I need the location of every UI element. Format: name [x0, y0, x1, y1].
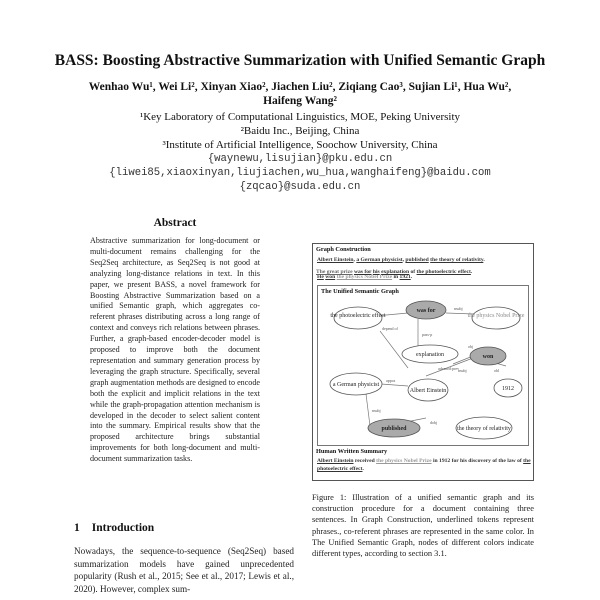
abstract-heading: Abstract — [153, 217, 197, 229]
abstract-text: Abstractive summarization for long-document or multi-document remains challenging for the Seq2Seq architecture, as Seq2Seq is not good at analyzing long-distance relations in text. In this paper, we present BASS, a novel framework for Boosting Abstractive Summarization based on a unified Semantic graph, which aggregates co-referent phrases distributing across a long range of context and conveys rich relations between phrases. Further, a graph-based encoder-decoder model is proposed to improve both the document representation and summary generation process by leveraging the graph structure. Specifically, several graph augmentation methods are designed to encode both the explicit and implicit relations in the text while the graph-propagation attention mechanism is developed in the decoder to select salient content into the summary. Empirical results show that the proposed architecture brings substantial improvements for both long-document and multi-document summarization tasks. — [90, 236, 260, 464]
text-fragment: . — [410, 274, 413, 280]
node-label: was for — [416, 308, 436, 314]
text-fragment: received — [353, 458, 377, 464]
text-fragment: in — [392, 274, 400, 280]
phrase-photoelectric-effect: the photoelectric effect — [416, 269, 471, 275]
introduction-text: Nowadays, the sequence-to-sequence (Seq2Seq) based summarization models have gained unprecedented popularity (Rush et al., 2015; See et al., 2017; Lewis et al., 2020). However, complex sum- — [74, 546, 294, 594]
node-label: 1912 — [502, 386, 514, 392]
section-heading-introduction — [74, 522, 166, 534]
phrase-nobel-prize: the physics Nobel Prize — [336, 274, 393, 280]
sentence-3 — [316, 268, 530, 276]
email-pku: {waynewu,lisujian}@pku.edu.cn — [207, 153, 393, 165]
phrase-won: won — [325, 274, 336, 280]
summary-phrase: the photoelectric effect — [317, 458, 531, 472]
edge-line — [380, 331, 408, 368]
node-label: the theory of relativity — [457, 426, 511, 432]
edge-label: nsubj — [454, 306, 463, 311]
author-list — [0, 80, 600, 108]
figure-caption: Figure 1: Illustration of a unified semantic graph and its construction procedure for a document containing three sentences. In Graph Construction, underlined tokens represent phrases., co-referent phrases are represented in the same color. In The Unified Semantic Graph, nodes of different colors indicate different types, according to section 3.1. — [312, 493, 534, 559]
human-summary-label: Human Written Summary — [316, 448, 388, 455]
node-label — [330, 312, 386, 319]
edge-label: obj — [468, 344, 474, 349]
sentence-1 — [317, 256, 531, 264]
edge-label: pass-p — [422, 332, 433, 337]
edge-line — [381, 384, 408, 386]
text-fragment: for his discovery of the law of — [450, 458, 524, 464]
node-label: won — [482, 354, 494, 360]
text-fragment: of — [409, 269, 417, 275]
phrase-explanation: explanation — [381, 269, 410, 275]
node-label: the physics Nobel Prize — [467, 313, 525, 319]
summary-phrase: the physics Nobel Prize — [376, 458, 432, 464]
phrase-great-prize: The great prize — [316, 269, 353, 275]
edge-label: advmod:prev — [438, 366, 460, 371]
edge-label: appos — [386, 378, 396, 383]
edge-label: depend of — [382, 326, 398, 331]
phrase-his: his — [372, 269, 380, 275]
text-fragment: , — [402, 257, 406, 263]
text-fragment: , — [353, 257, 357, 263]
text-fragment: in — [431, 458, 440, 464]
phrase-published: published — [405, 257, 429, 263]
node-label: explanation — [416, 352, 444, 358]
edge-label: nsubj — [458, 368, 467, 373]
section-title: Introduction — [91, 522, 155, 534]
unified-graph-label: The Unified Semantic Graph — [321, 288, 399, 295]
edge-label: dobj — [430, 420, 438, 425]
phrase-was-for: was for — [353, 269, 372, 275]
phrase-he: He — [317, 274, 324, 280]
human-summary — [317, 457, 531, 473]
email-suda: {zqcao}@suda.edu.cn — [239, 181, 361, 193]
affiliation-2: ²Baidu Inc., Beijing, China — [240, 125, 360, 137]
graph-construction-label: Graph Construction — [316, 246, 371, 253]
paper-title: BASS: Boosting Abstractive Summarization with Unified Semantic Graph — [54, 52, 546, 69]
figure-1 — [312, 243, 534, 481]
section-number: 1 — [74, 522, 80, 534]
phrase-1921: 1921 — [399, 274, 411, 280]
phrase-german-physicist: a German physicist — [356, 257, 403, 263]
phrase-albert-einstein: Albert Einstein — [317, 257, 354, 263]
node-text: the photoelectric effect — [330, 313, 386, 319]
email-baidu: {liwei85,xiaoxinyan,liujiachen,wu_hua,wanghaifeng}@baidu.com — [109, 167, 491, 179]
node-label: a German physicist — [332, 382, 380, 388]
text-fragment: . — [483, 257, 485, 263]
node-label: published — [381, 426, 407, 432]
phrase-theory-of-relativity: the theory of relativity — [430, 257, 484, 263]
affiliation-3: ³Institute of Artificial Intelligence, Soochow University, China — [162, 139, 438, 151]
edge-label: nsubj — [372, 408, 381, 413]
text-fragment: 1912 — [439, 458, 451, 464]
text-fragment: . — [362, 466, 364, 472]
semantic-graph — [318, 286, 528, 445]
affiliation-1: ¹Key Laboratory of Computational Linguistics, MOE, Peking University — [139, 111, 461, 123]
edge-label: obl — [494, 368, 500, 373]
author-line-2: Haifeng Wang² — [263, 95, 337, 107]
text-fragment: . — [470, 269, 473, 275]
summary-phrase: Albert Einstein — [317, 458, 354, 464]
node-label: Albert Einstein — [409, 388, 447, 394]
unified-semantic-graph-panel — [317, 285, 529, 446]
author-line-1: Wenhao Wu¹, Wei Li², Xinyan Xiao², Jiachen Liu², Ziqiang Cao³, Sujian Li¹, Hua Wu², — [88, 81, 512, 93]
edge-line — [366, 394, 370, 426]
